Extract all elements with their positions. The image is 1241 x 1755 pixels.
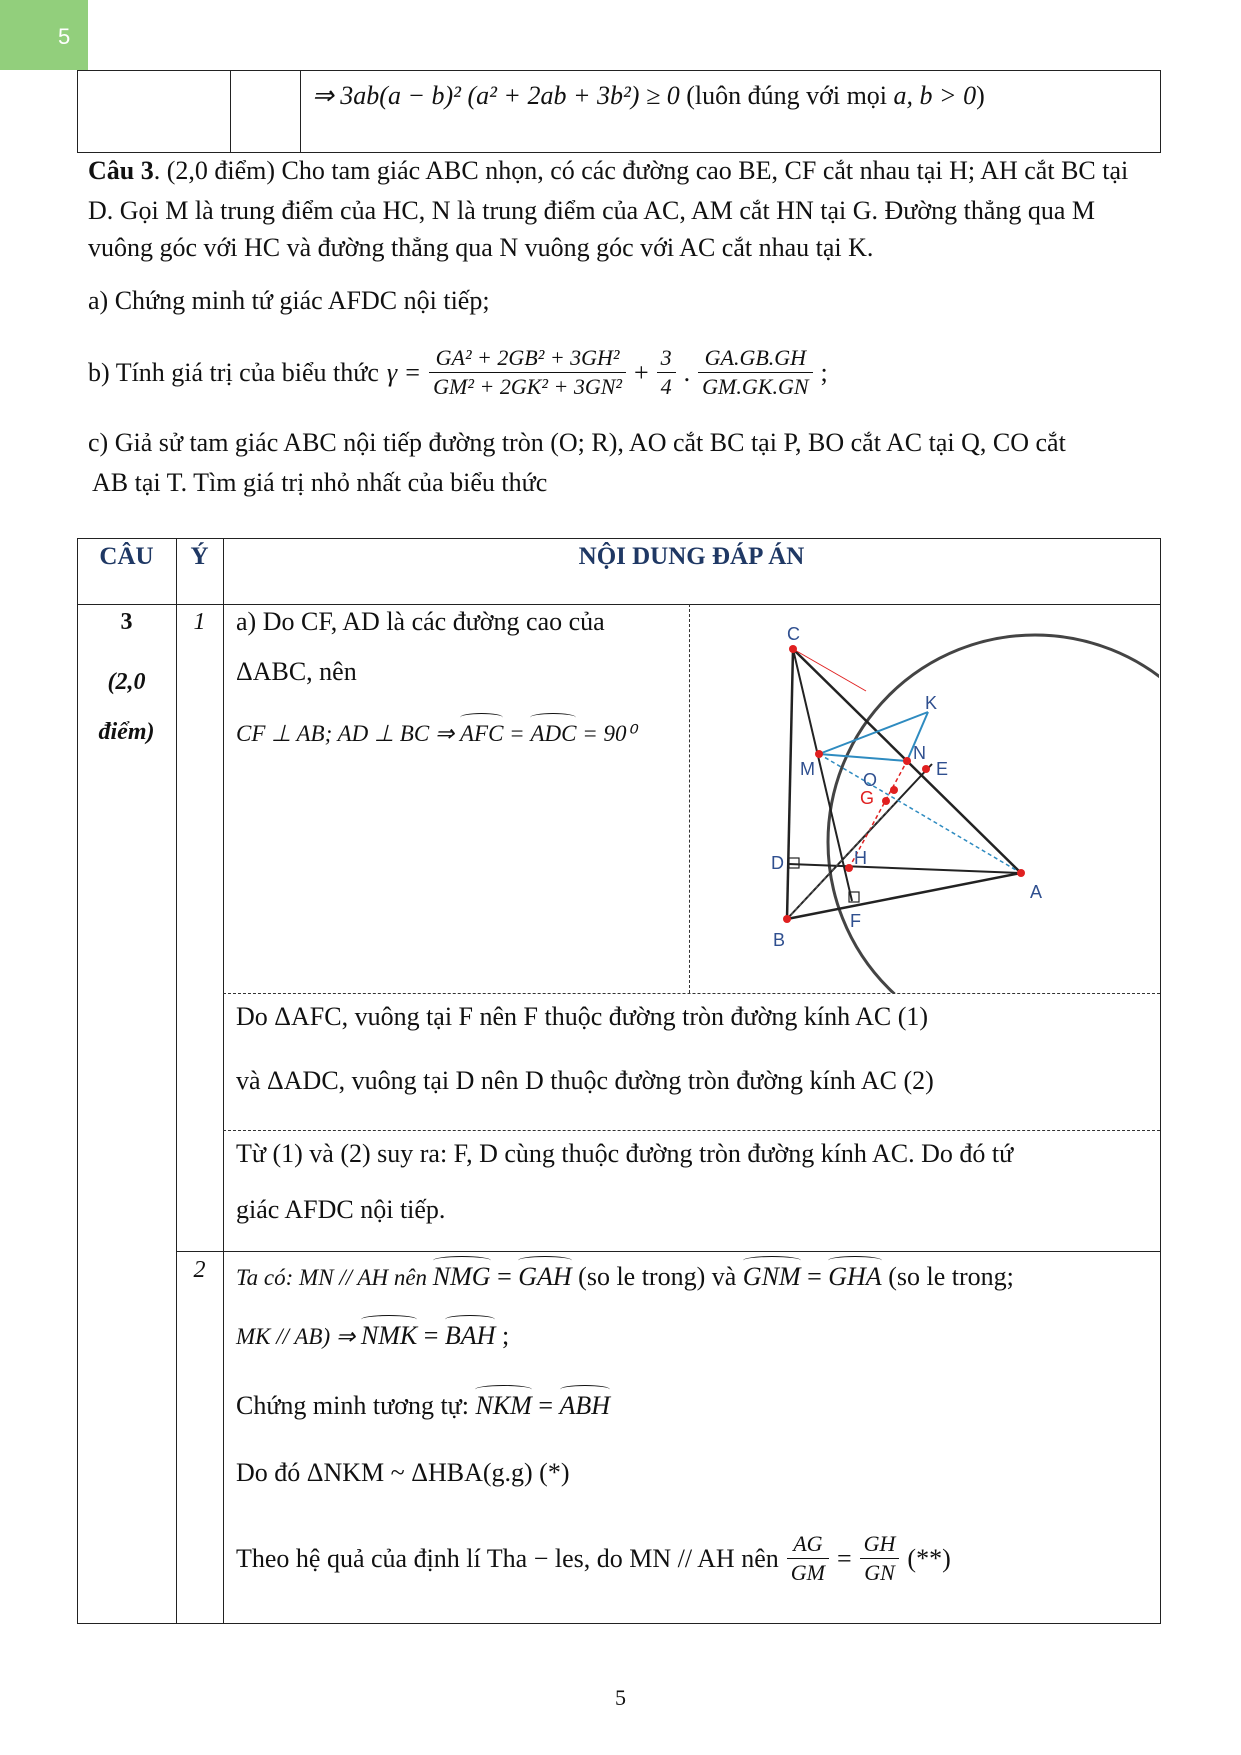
b1-mid: (so le trong) và <box>571 1262 743 1291</box>
y-1: 1 <box>193 609 206 635</box>
top-row-border <box>1160 70 1161 153</box>
label-f: F <box>850 911 861 931</box>
angle-gnm: GNM <box>743 1259 801 1295</box>
answer-a-line-2: ΔABC, nên <box>236 657 357 686</box>
top-row-note-prefix: (luôn đúng với mọi <box>686 81 894 110</box>
b5-fraction-2 <box>860 1530 900 1587</box>
point-n <box>903 757 911 765</box>
top-row-formula: ⇒ 3ab(a − b)² (a² + 2ab + 3b²) ≥ 0 <box>312 81 680 110</box>
b5-frac1-num: AG <box>787 1530 829 1559</box>
corner-page-number: 5 <box>58 24 71 49</box>
side-ab <box>787 873 1021 919</box>
answer-a-row2-line-1: Do ΔAFC, vuông tại F nên F thuộc đường tròn đường kính AC (1) <box>236 1002 929 1031</box>
label-d: D <box>771 853 784 873</box>
angle-adc: ADC <box>530 716 576 752</box>
y-2: 2 <box>193 1257 206 1283</box>
header-content: NỘI DUNG ĐÁP ÁN <box>578 543 805 570</box>
answer-a-row3-line-1: Từ (1) và (2) suy ra: F, D cùng thuộc đường tròn đường kính AC. Do đó tứ <box>236 1139 1014 1168</box>
table-left-border <box>77 538 78 1624</box>
top-row-border <box>300 70 301 153</box>
top-row-top-border <box>77 70 1161 71</box>
label-k: K <box>925 693 938 713</box>
point-m <box>815 750 823 758</box>
part-b-fraction-2 <box>657 344 676 401</box>
table-row-border <box>176 1251 1161 1252</box>
question-part-c-line-2: AB tại T. Tìm giá trị nhỏ nhất của biểu thức <box>92 468 548 497</box>
angle-abh: ABH <box>560 1388 611 1424</box>
table-top-border <box>77 538 1161 539</box>
line-am <box>819 754 1021 873</box>
top-row-note-suffix: ) <box>976 81 985 110</box>
angle-nmg: NMG <box>433 1259 491 1295</box>
angle-bah: BAH <box>445 1318 496 1354</box>
cau-points-2: điểm) <box>98 719 155 745</box>
answer-a-line-1: a) Do CF, AD là các đường cao của <box>236 607 605 636</box>
part-b-fraction-3 <box>698 344 812 401</box>
label-h: H <box>854 848 867 868</box>
label-m: M <box>800 759 815 779</box>
b2-eq: = <box>417 1321 445 1350</box>
b2-post: ; <box>495 1321 510 1350</box>
a3-post: = 90⁰ <box>576 721 636 746</box>
question-part-a: a) Chứng minh tứ giác AFDC nội tiếp; <box>88 286 490 315</box>
point-a <box>1017 869 1025 877</box>
angle-gah: GAH <box>518 1259 571 1295</box>
a3-eq: = <box>503 721 531 746</box>
point-e <box>922 765 930 773</box>
answer-b-line-4: Do đó ΔNKM ~ ΔHBA(g.g) (*) <box>236 1458 570 1487</box>
point-b <box>783 915 791 923</box>
header-cau: CÂU <box>99 543 154 570</box>
answer-a-row3-line-2: giác AFDC nội tiếp. <box>236 1195 446 1224</box>
label-e: E <box>936 759 949 779</box>
side-bc <box>787 649 793 919</box>
label-g: G <box>860 788 875 808</box>
part-b-fraction-1 <box>429 344 626 401</box>
table-right-border <box>1160 538 1161 1624</box>
top-row-border <box>230 70 231 153</box>
part-b-num1: GA² + 2GB² + 3GH² <box>429 344 626 373</box>
b1-eq2: = <box>800 1262 829 1291</box>
b5-frac2-num: GH <box>860 1530 900 1559</box>
label-o: O <box>863 770 878 790</box>
top-row-content <box>312 78 985 114</box>
question-line1-text: . (2,0 điểm) Cho tam giác ABC nhọn, có các đường cao BE, CF cắt nhau tại H; AH cắt BC tại <box>153 156 1129 185</box>
b3-pre: Chứng minh tương tự: <box>236 1391 476 1420</box>
question-line-1 <box>88 153 1128 189</box>
answer-b-line-2 <box>236 1318 509 1355</box>
part-b-den1: GM² + 2GK² + 3GN² <box>433 374 622 399</box>
table-dashed-border <box>223 1130 1160 1131</box>
right-angle-d <box>789 858 799 868</box>
part-b-lhs: γ = <box>386 357 422 387</box>
b1-pre: Ta có: MN // AH nên <box>236 1265 433 1290</box>
b3-eq: = <box>531 1391 560 1420</box>
point-o <box>890 786 898 794</box>
label-a: A <box>1030 882 1043 902</box>
b5-pre: Theo hệ quả của định lí Tha − les, do MN // AH nên <box>236 1543 779 1573</box>
b5-eq: = <box>836 1543 852 1573</box>
label-b: B <box>773 930 786 950</box>
b2-pre: MK // AB) ⇒ <box>236 1324 361 1349</box>
answer-b-line-5 <box>236 1530 951 1587</box>
question-label: Câu 3 <box>88 156 154 185</box>
b5-frac1-den: GM <box>790 1560 825 1585</box>
page-number-tab <box>0 0 88 70</box>
table-col-border <box>223 538 224 1624</box>
angle-gha: GHA <box>828 1259 881 1295</box>
label-n: N <box>913 743 926 763</box>
part-b-end: ; <box>820 357 828 387</box>
b5-fraction-1 <box>787 1530 829 1587</box>
answer-b-line-3 <box>236 1388 610 1424</box>
top-row-note-var: a, b > 0 <box>893 81 977 110</box>
b1-eq1: = <box>490 1262 519 1291</box>
table-col-border <box>176 538 177 1624</box>
circumcircle <box>828 635 1159 993</box>
part-b-den3: GM.GK.GN <box>702 374 809 399</box>
footer-page-number: 5 <box>615 1685 626 1710</box>
angle-nkm: NKM <box>475 1388 531 1424</box>
altitude-ad <box>789 864 1021 873</box>
answer-a-line-3 <box>236 716 636 752</box>
part-b-den2: 4 <box>660 374 672 399</box>
question-line-3: vuông góc với HC và đường thẳng qua N vuông góc với AC cắt nhau tại K. <box>88 233 874 262</box>
point-g <box>882 797 890 805</box>
b1-post: (so le trong; <box>881 1262 1014 1291</box>
question-part-b <box>88 344 828 401</box>
part-b-dot: . <box>683 357 691 387</box>
answer-a-row2-line-2: và ΔADC, vuông tại D nên D thuộc đường tròn đường kính AC (2) <box>236 1066 934 1095</box>
table-dashed-border <box>223 993 1160 994</box>
question-line-2: D. Gọi M là trung điểm của HC, N là trung điểm của AC, AM cắt HN tại G. Đường thẳng qua M <box>88 196 1096 225</box>
b5-post: (**) <box>907 1543 951 1573</box>
point-h <box>845 864 853 872</box>
label-c: C <box>787 624 800 644</box>
a3-pre: CF ⊥ AB; AD ⊥ BC ⇒ <box>236 721 460 746</box>
angle-afc: AFC <box>460 716 503 752</box>
cau-points-1: (2,0 <box>107 669 146 695</box>
line-mn <box>819 754 907 761</box>
header-y: Ý <box>190 543 209 570</box>
answer-b-line-1 <box>236 1259 1014 1296</box>
part-b-plus: + <box>634 357 649 387</box>
b5-frac2-den: GN <box>864 1560 895 1585</box>
geometry-figure <box>690 605 1159 993</box>
top-row-border <box>77 70 78 153</box>
table-bottom-border <box>77 1623 1161 1624</box>
part-b-prefix: b) Tính giá trị của biểu thức <box>88 357 379 387</box>
part-b-num3: GA.GB.GH <box>698 344 812 373</box>
part-b-num2: 3 <box>657 344 676 373</box>
cau-number: 3 <box>120 609 133 635</box>
angle-nmk: NMK <box>361 1318 417 1354</box>
point-c <box>789 645 797 653</box>
question-part-c-line-1: c) Giả sử tam giác ABC nội tiếp đường tròn (O; R), AO cắt BC tại P, BO cắt AC tại Q, CO cắt <box>88 428 1066 457</box>
